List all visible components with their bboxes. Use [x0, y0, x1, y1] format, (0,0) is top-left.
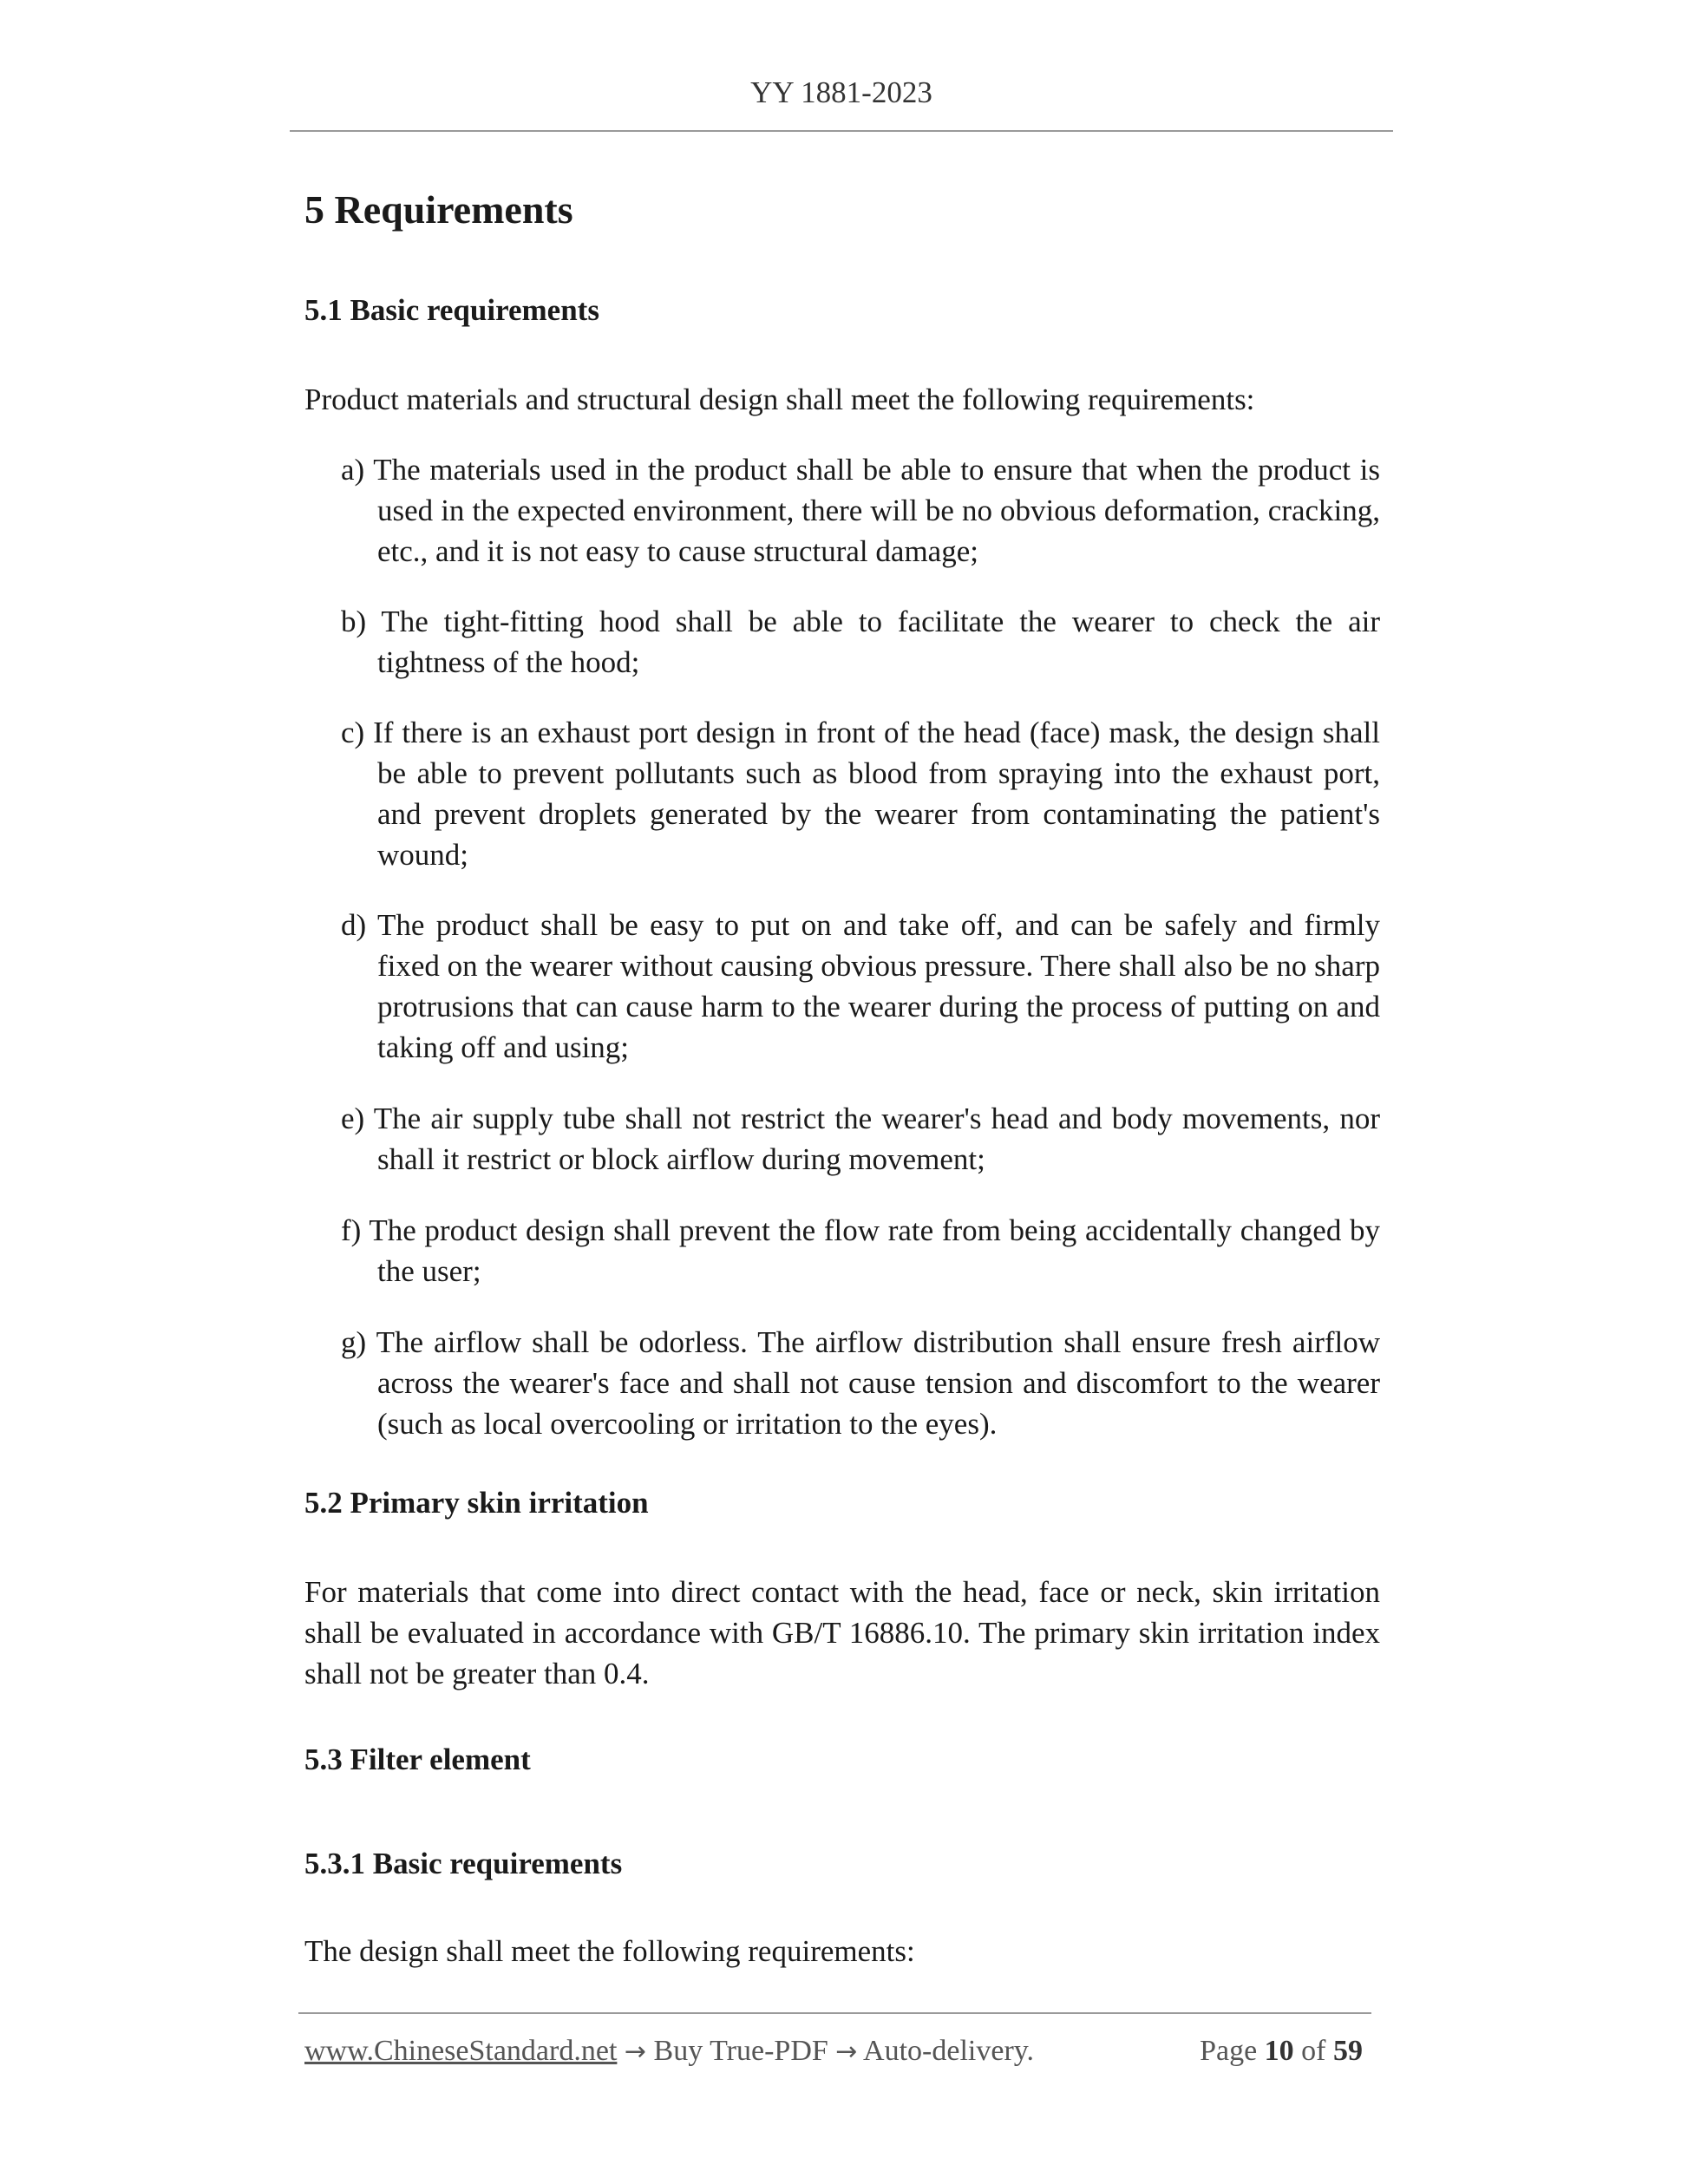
arrow-right-icon: → — [624, 2037, 647, 2067]
auto-delivery-text: Auto-delivery. — [863, 2035, 1035, 2067]
page-current: 10 — [1264, 2035, 1294, 2067]
paragraph-5-3-1: The design shall meet the following requirements: — [304, 1934, 915, 1968]
list-item-e: e) The air supply tube shall not restrict the wearer's head and body movements, nor shall it restrict or block airflow during movement; — [341, 1102, 1380, 1176]
paragraph-5-2: For materials that come into direct contact with the head, face or neck, skin irritation shall be evaluated in accordance with GB/T 16886.10. The primary skin irritation index shall not be greater than 0.4. — [304, 1575, 1380, 1690]
arrow-right-icon: → — [835, 2037, 858, 2067]
section-heading-5: 5 Requirements — [304, 187, 573, 232]
list-item-b: b) The tight-fitting hood shall be able to facilitate the wearer to check the air tightness of the hood; — [341, 605, 1380, 679]
paragraph-5-1-intro: Product materials and structural design shall meet the following requirements: — [304, 383, 1255, 416]
buy-pdf-text: Buy True-PDF — [653, 2035, 828, 2067]
list-item-f: f) The product design shall prevent the flow rate from being accidentally changed by the user; — [341, 1213, 1380, 1288]
subsection-heading-5-1: 5.1 Basic requirements — [304, 293, 599, 327]
page-label: Page — [1200, 2035, 1258, 2067]
running-header: YY 1881-2023 — [750, 75, 932, 109]
page-indicator — [1200, 2031, 1363, 2071]
header-divider — [290, 130, 1393, 132]
page-total: 59 — [1333, 2035, 1363, 2067]
subsection-heading-5-3: 5.3 Filter element — [304, 1743, 531, 1776]
footer-divider — [298, 2012, 1371, 2014]
list-item-g: g) The airflow shall be odorless. The airflow distribution shall ensure fresh airflow across the wearer's face and shall not cause tension and discomfort to the wearer (such as local overcooling or irritation to the eyes). — [341, 1325, 1380, 1441]
subsection-heading-5-3-1: 5.3.1 Basic requirements — [304, 1847, 623, 1880]
website-link[interactable]: www.ChineseStandard.net — [304, 2035, 618, 2067]
page-of-label: of — [1301, 2035, 1326, 2067]
page-footer — [304, 2031, 1371, 2075]
subsection-heading-5-2: 5.2 Primary skin irritation — [304, 1486, 649, 1520]
list-item-d: d) The product shall be easy to put on and take off, and can be safely and firmly fixed on the wearer without causing obvious pressure. There shall also be no sharp protrusions that can cause harm to the wearer during the process of putting on and taking off and using; — [341, 908, 1380, 1064]
list-item-c: c) If there is an exhaust port design in front of the head (face) mask, the design shall be able to prevent pollutants such as blood from spraying into the exhaust port, and prevent droplets generated by the wearer from contaminating the patient's wound; — [341, 716, 1380, 872]
list-item-a: a) The materials used in the product shall be able to ensure that when the product is used in the expected environment, there will be no obvious deformation, cracking, etc., and it is not easy to cause structural damage; — [341, 453, 1380, 568]
